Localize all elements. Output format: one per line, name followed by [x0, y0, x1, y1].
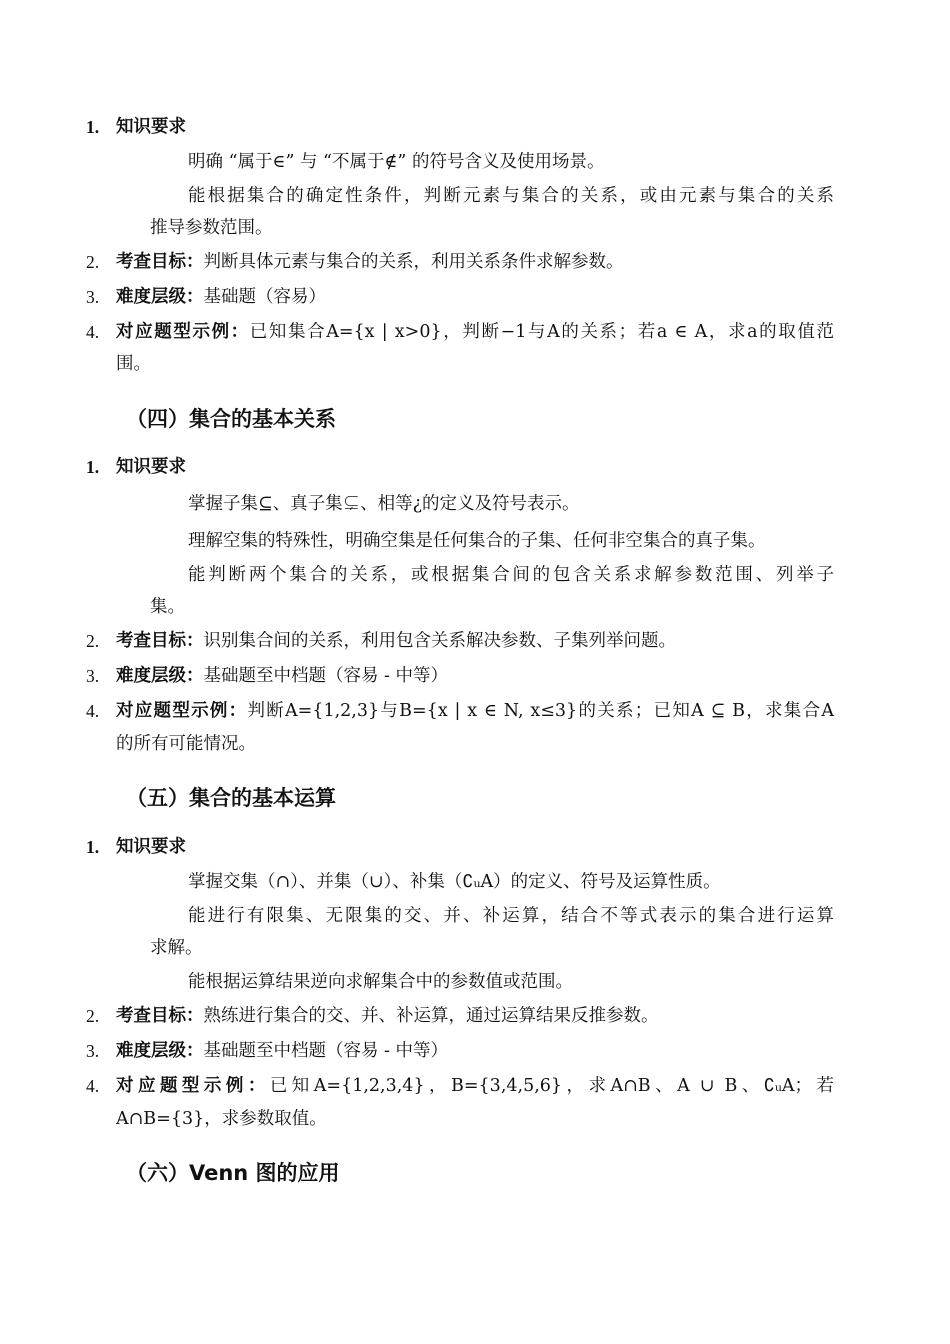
list-item	[116, 699, 834, 723]
list-number: 4.	[86, 1076, 100, 1096]
paragraph-continuation: 推导参数范围。	[150, 218, 273, 238]
item-text: 已知集合A={x | x>0}，判断−1与A的关系；若a ∈ A，求a的取值范	[249, 322, 834, 342]
list-number: 1.	[86, 457, 100, 477]
paragraph-continuation: 围。	[116, 354, 151, 374]
item-text: 识别集合间的关系，利用包含关系解决参数、子集列举问题。	[203, 631, 676, 651]
item-label-difficulty: 难度层级：	[116, 1041, 204, 1061]
list-number: 3.	[86, 287, 100, 307]
list-number: 2.	[86, 1006, 100, 1026]
list-item	[116, 1004, 659, 1028]
list-item	[116, 664, 448, 688]
item-label-example: 对应题型示例：	[116, 701, 248, 721]
paragraph-continuation: A∩B={3}，求参数取值。	[116, 1109, 327, 1129]
item-label-target: 考查目标：	[116, 1006, 204, 1026]
section-heading: （五）集合的基本运算	[126, 786, 336, 810]
list-number: 1.	[86, 837, 100, 857]
list-number: 4.	[86, 322, 100, 342]
item-label-knowledge: 知识要求	[116, 837, 186, 857]
item-label-target: 考查目标：	[116, 252, 204, 272]
item-text: 熟练进行集合的交、并、补运算，通过运算结果反推参数。	[203, 1006, 659, 1026]
list-item	[116, 320, 834, 344]
list-item	[116, 629, 676, 653]
paragraph: 明确 “属于∈” 与 “不属于∉” 的符号含义及使用场景。	[188, 152, 605, 172]
item-label-target: 考查目标：	[116, 631, 204, 651]
item-label-example: 对应题型示例：	[116, 1076, 270, 1096]
paragraph: 能判断两个集合的关系，或根据集合间的包含关系求解参数范围、列举子	[188, 565, 834, 585]
list-number: 3.	[86, 1041, 100, 1061]
list-number: 2.	[86, 631, 100, 651]
paragraph-continuation: 集。	[150, 597, 185, 617]
list-item	[116, 1039, 448, 1063]
item-label-knowledge: 知识要求	[116, 117, 186, 137]
paragraph: 掌握交集（∩）、并集（∪）、补集（∁ᵤA）的定义、符号及运算性质。	[188, 872, 721, 892]
list-number: 2.	[86, 252, 100, 272]
item-label-difficulty: 难度层级：	[116, 666, 204, 686]
section-heading: （六）Venn 图的应用	[126, 1161, 340, 1185]
paragraph-continuation: 求解。	[150, 938, 203, 958]
paragraph: 掌握子集⊆、真子集⊊、相等¿的定义及符号表示。	[188, 494, 580, 514]
list-item	[116, 285, 326, 309]
paragraph: 理解空集的特殊性，明确空集是任何集合的子集、任何非空集合的真子集。	[188, 531, 766, 551]
list-item	[116, 1074, 834, 1098]
item-label-knowledge: 知识要求	[116, 457, 186, 477]
item-text: 基础题至中档题（容易 - 中等）	[203, 1041, 449, 1061]
list-item	[116, 250, 624, 274]
paragraph: 能根据集合的确定性条件，判断元素与集合的关系，或由元素与集合的关系	[188, 186, 834, 206]
paragraph: 能进行有限集、无限集的交、并、补运算，结合不等式表示的集合进行运算	[188, 906, 834, 926]
item-label-example: 对应题型示例：	[116, 322, 250, 342]
section-heading: （四）集合的基本关系	[126, 407, 336, 431]
item-text: 基础题至中档题（容易 - 中等）	[203, 666, 449, 686]
paragraph: 能根据运算结果逆向求解集合中的参数值或范围。	[188, 972, 573, 992]
paragraph-continuation: 的所有可能情况。	[116, 734, 256, 754]
list-number: 4.	[86, 701, 100, 721]
item-text: 已知A={1,2,3,4}，B={3,4,5,6}，求A∩B、A ∪ B、∁ᵤA；若	[269, 1076, 834, 1096]
item-text: 基础题（容易）	[203, 287, 326, 307]
list-number: 1.	[86, 117, 100, 137]
item-text: 判断A={1,2,3}与B={x | x ∈ N, x≤3}的关系；已知A ⊆ B，求集合A	[247, 701, 834, 721]
item-label-difficulty: 难度层级：	[116, 287, 204, 307]
list-number: 3.	[86, 666, 100, 686]
item-text: 判断具体元素与集合的关系，利用关系条件求解参数。	[203, 252, 624, 272]
